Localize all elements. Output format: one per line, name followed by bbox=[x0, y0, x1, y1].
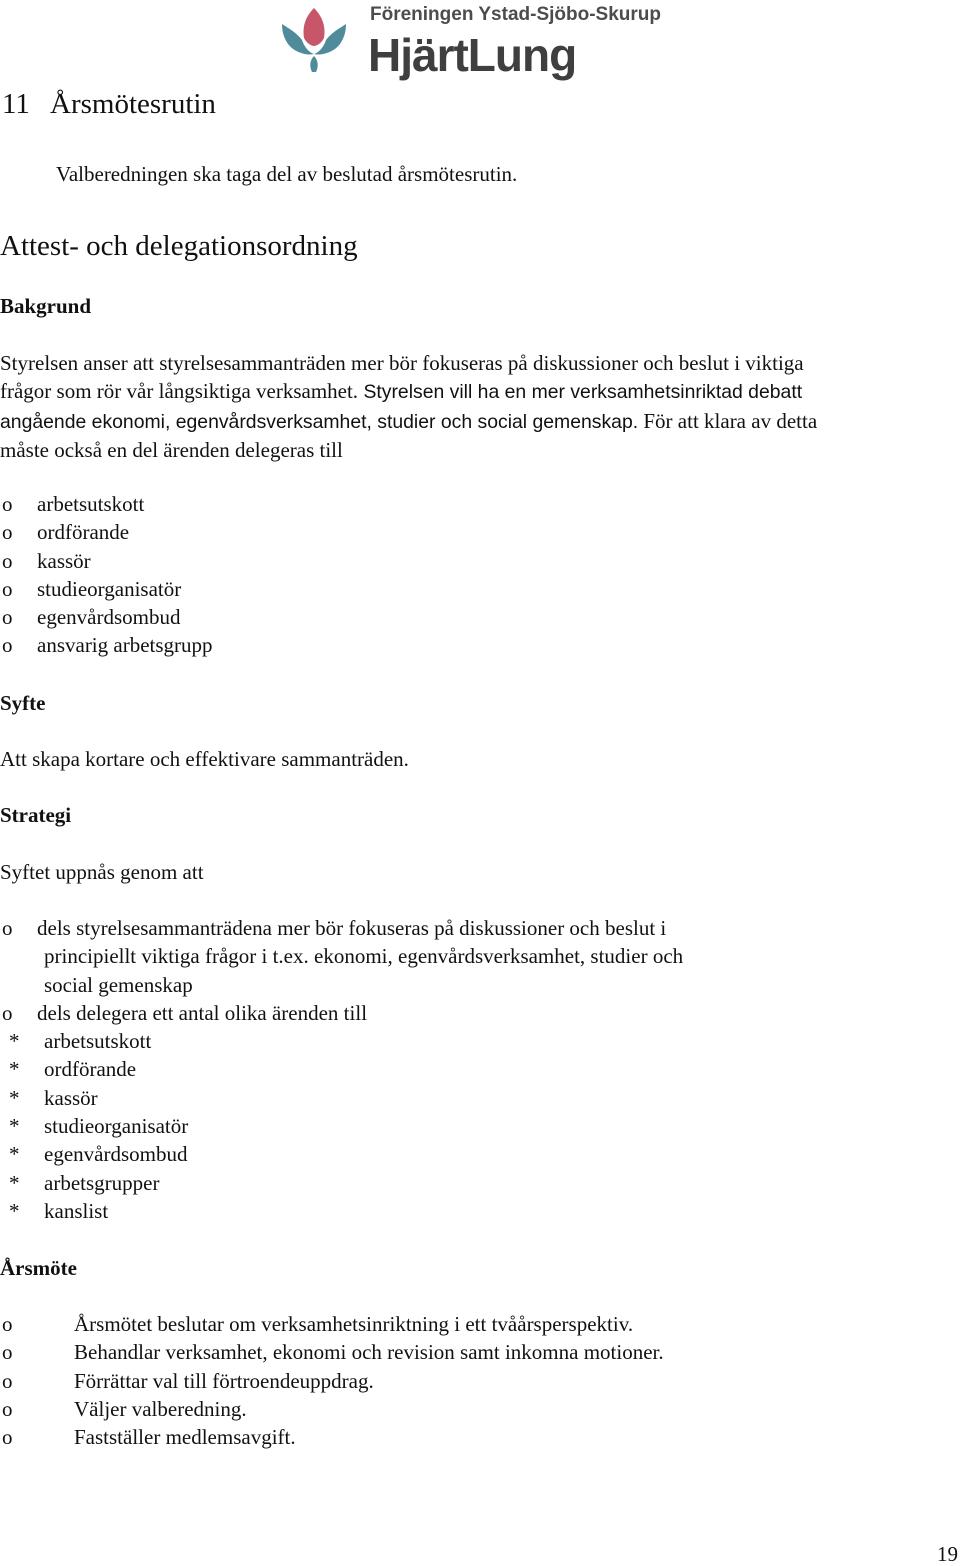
section-title bbox=[2, 84, 216, 124]
bullet-marker: o bbox=[2, 492, 13, 516]
bullet-marker: o bbox=[2, 576, 13, 601]
list-item: o egenvårdsombud bbox=[2, 603, 213, 631]
hjartlung-logo bbox=[276, 2, 676, 86]
list-item: o ansvarig arbetsgrupp bbox=[2, 631, 213, 659]
list-item: o Fastställer medlemsavgift. bbox=[2, 1423, 664, 1451]
bullet-marker: o bbox=[2, 1312, 13, 1336]
page-number: 19 bbox=[937, 1542, 958, 1566]
bullet-marker: o bbox=[2, 1368, 13, 1393]
bakgrund-paragraph bbox=[0, 349, 820, 464]
star-marker: * bbox=[9, 1198, 20, 1223]
star-marker: * bbox=[9, 1029, 20, 1054]
delegates-list bbox=[2, 490, 213, 660]
list-item: o Väljer valberedning. bbox=[2, 1395, 664, 1423]
strategi-item1-line2: principiellt viktiga frågor i t.ex. ekonomi, egenvårdsverksamhet, studier och bbox=[44, 944, 684, 969]
list-item: o Behandlar verksamhet, ekonomi och revision samt inkomna motioner. bbox=[2, 1338, 664, 1366]
star-marker: * bbox=[9, 1085, 20, 1110]
strategi-heading: Strategi bbox=[0, 803, 72, 827]
list-item: o ordförande bbox=[2, 518, 213, 546]
strategi-list bbox=[2, 914, 683, 1225]
intro-text: Valberedningen ska taga del av beslutad årsmötesrutin. bbox=[56, 162, 518, 186]
sub-list-item: * kanslist bbox=[2, 1197, 683, 1225]
list-item: o Årsmötet beslutar om verksamhetsinriktning i ett tvåårsperspektiv. bbox=[2, 1310, 664, 1338]
sub-list-container bbox=[2, 1027, 683, 1225]
bullet-marker: o bbox=[2, 633, 13, 658]
bakgrund-heading: Bakgrund bbox=[0, 294, 92, 318]
sub-list-item: * studieorganisatör bbox=[2, 1112, 683, 1140]
logo-organization: Föreningen Ystad-Sjöbo-Skurup bbox=[370, 4, 661, 25]
star-marker: * bbox=[9, 1057, 20, 1082]
sub-list bbox=[2, 1027, 683, 1225]
bullet-marker: o bbox=[2, 1425, 13, 1450]
arsmote-heading: Årsmöte bbox=[0, 1256, 77, 1280]
strategi-item2: dels delegera ett antal olika ärenden till bbox=[37, 1000, 368, 1025]
bullet-marker: o bbox=[2, 605, 13, 630]
bakgrund-text-b: Styrelsen vill ha en mer verksamhetsinriktad debatt angående ekonomi, egenvårdsverksamhet, studier och social gemenskap. bbox=[0, 381, 803, 433]
bakgrund-text-a: Styrelsen anser att styrelsesammanträden mer bör fokuseras på diskussioner och beslut i viktiga frågor som rör vår långsiktiga verksamhet. bbox=[0, 351, 804, 404]
bullet-marker: o bbox=[2, 1396, 13, 1421]
strategi-intro: Syftet uppnås genom att bbox=[0, 860, 204, 884]
list-item: o studieorganisatör bbox=[2, 575, 213, 603]
list-item: o Förrättar val till förtroendeuppdrag. bbox=[2, 1367, 664, 1395]
sub-list-item: * arbetsgrupper bbox=[2, 1169, 683, 1197]
strategi-item1-line1: dels styrelsesammanträdena mer bör fokuseras på diskussioner och beslut i bbox=[37, 916, 667, 940]
arsmote-list bbox=[2, 1310, 664, 1451]
bullet-marker: o bbox=[2, 916, 13, 940]
bakgrund-text-c: För att klara av detta måste också en del ärenden delegeras till bbox=[0, 408, 818, 462]
syfte-heading: Syfte bbox=[0, 691, 46, 715]
sub-list-item: * kassör bbox=[2, 1084, 683, 1112]
strategi-item1-line3: social gemenskap bbox=[44, 972, 193, 997]
logo-name: HjärtLung bbox=[368, 29, 577, 81]
list-item: o arbetsutskott bbox=[2, 490, 213, 518]
section-title-text: Årsmötesrutin bbox=[50, 88, 216, 120]
star-marker: * bbox=[9, 1142, 20, 1167]
syfte-text: Att skapa kortare och effektivare sammanträden. bbox=[0, 747, 409, 771]
sub-list-item: * ordförande bbox=[2, 1055, 683, 1083]
bullet-marker: o bbox=[2, 548, 13, 573]
sub-list-item: * egenvårdsombud bbox=[2, 1140, 683, 1168]
star-marker: * bbox=[9, 1114, 20, 1139]
list-item bbox=[2, 999, 683, 1027]
tulip-logo-icon bbox=[276, 2, 352, 78]
list-item: o kassör bbox=[2, 547, 213, 575]
bullet-marker: o bbox=[2, 1340, 13, 1365]
section-number: 11 bbox=[2, 88, 30, 120]
main-heading: Attest- och delegationsordning bbox=[0, 230, 358, 262]
bullet-marker: o bbox=[2, 1000, 13, 1025]
sub-list-item: * arbetsutskott bbox=[2, 1027, 683, 1055]
list-item bbox=[2, 914, 683, 999]
bullet-marker: o bbox=[2, 520, 13, 545]
star-marker: * bbox=[9, 1170, 20, 1195]
